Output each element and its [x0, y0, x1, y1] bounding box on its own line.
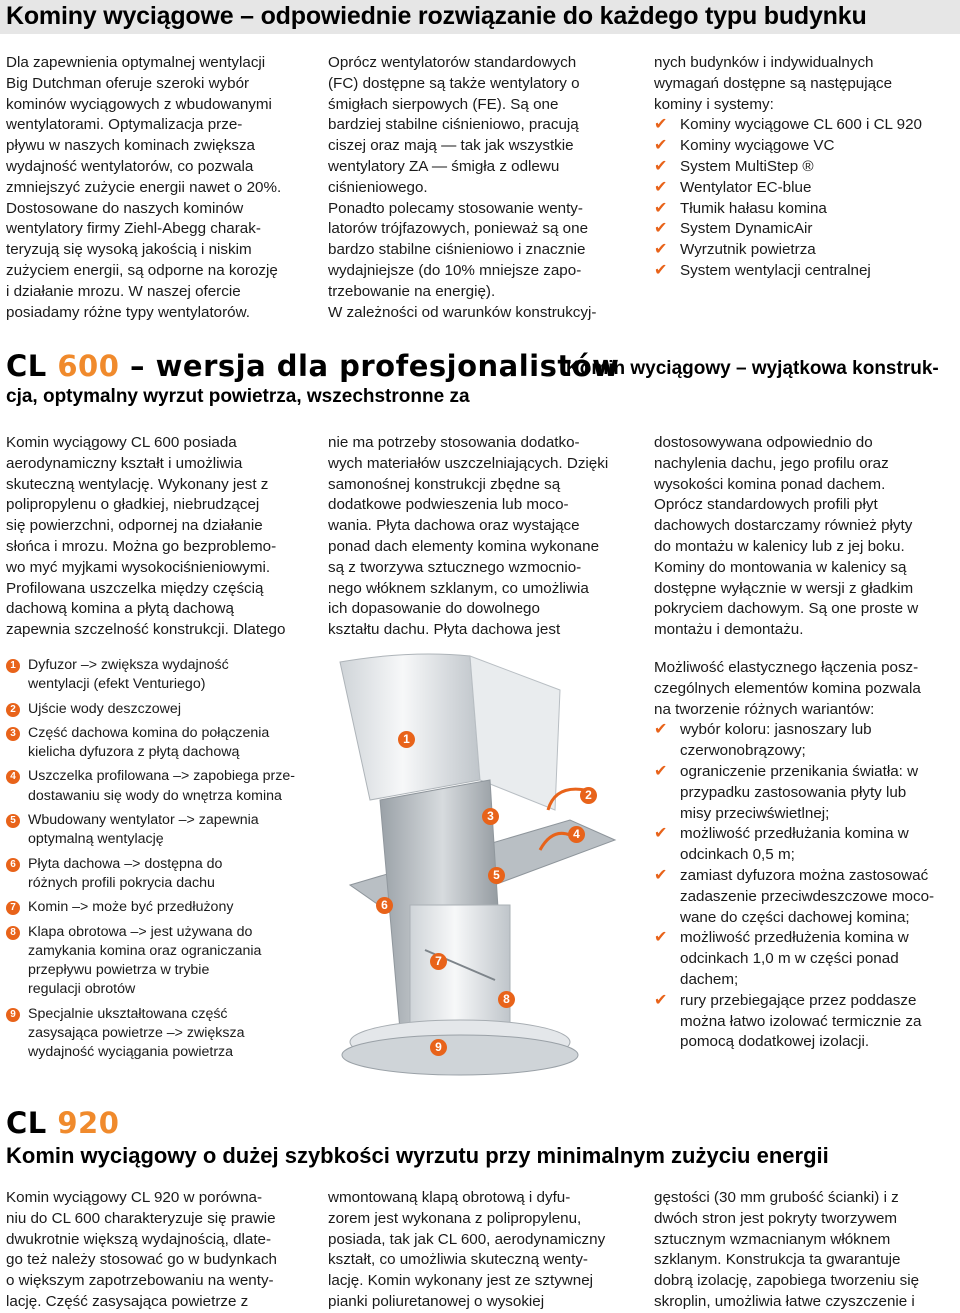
cl600-options — [654, 658, 954, 1053]
intro-text-line: posiadamy różne typy wentylatorów. — [6, 303, 250, 321]
cl920-text-line: posiada, tak jak CL 600, aerodynamiczny — [328, 1230, 606, 1248]
legend-text-line: przepływu powietrza w trybie — [28, 962, 210, 979]
callout-9: 9 — [430, 1039, 447, 1056]
option-text-line: wane do części dachowej komina; — [680, 908, 910, 926]
diffuser — [340, 654, 480, 800]
option-text-line: ✔ możliwość przedłużania komina w — [680, 825, 909, 843]
legend-text-line: kielicha dyfuzora z płytą dachową — [28, 744, 240, 761]
legend-item — [6, 656, 316, 695]
legend-item — [6, 1005, 316, 1063]
option-text-line: przypadku zastosowania płyty lub — [680, 783, 907, 801]
options-list — [654, 720, 954, 1053]
cl600-text-line: dachową komina a płytą dachową — [6, 600, 234, 618]
callout-2: 2 — [580, 787, 597, 804]
legend-text-line: różnych profili pokrycia dachu — [28, 874, 215, 891]
intro-text-line: Oprócz wentylatorów standardowych — [328, 54, 577, 71]
legend-number-badge: 3 — [6, 727, 20, 741]
options-intro-line: Możliwość elastycznego łączenia posz- — [654, 659, 919, 676]
cl600-text-line: samonośnej konstrukcji zbędne są — [328, 475, 561, 493]
callout-4: 4 — [568, 826, 585, 843]
cl600-text-line: dostępne wyłącznie w wersji z gładkim — [654, 579, 914, 597]
option-text-line: odcinkach 0,5 m; — [680, 846, 795, 864]
cl600-text-line: Oprócz standardowych profili płyt — [654, 496, 878, 514]
cl920-heading-prefix: CL — [6, 1106, 47, 1140]
cl920-text-line: lację. Komin wykonany jest ze sztywnej — [328, 1272, 594, 1290]
options-intro-line: na tworzenie różnych wariantów: — [654, 700, 875, 718]
legend-item — [6, 811, 316, 850]
system-list-item: ✔ System DynamicAir — [654, 219, 954, 240]
systems-list — [654, 115, 954, 281]
cl600-text-line: ich dopasowanie do dowolnego — [328, 600, 540, 618]
legend-item — [6, 923, 316, 1000]
legend-number-badge: 2 — [6, 703, 20, 717]
cl920-text-line: dwóch stron jest pokryty tworzywem — [654, 1209, 898, 1227]
intro-col-3 — [654, 53, 954, 282]
component-legend — [6, 656, 316, 1068]
cl600-heading-prefix: CL — [6, 349, 47, 383]
cl920-text-line: Komin wyciągowy CL 920 w porówna- — [6, 1189, 263, 1206]
cl920-text-line: skroplin, umożliwia łatwe czyszczenie i — [654, 1292, 915, 1310]
intro-col-1 — [6, 53, 311, 323]
option-list-item — [654, 824, 954, 866]
cl920-text-line: gęstości (30 mm grubość ścianki) i z — [654, 1189, 899, 1206]
cl920-col-3 — [654, 1188, 954, 1313]
legend-text-line: Ujście wody deszczowej — [28, 700, 181, 717]
cl920-heading — [6, 1106, 119, 1140]
cl600-text-line: są z tworzywa sztucznego wzmocnio- — [328, 558, 582, 576]
option-text-line: można łatwo izolować termicznie za — [680, 1012, 922, 1030]
cl600-text-line: dodatkowe podwieszenia lub moco- — [328, 496, 569, 514]
cl920-text-line: szklanym. Konstrukcja ta gwarantuje — [654, 1251, 901, 1269]
legend-text-line: Część dachowa komina do połączenia — [28, 724, 270, 741]
intro-text-line: Dla zapewnienia optymalnej wentylacji — [6, 54, 266, 71]
legend-text-line: Komin –> może być przedłużony — [28, 899, 234, 916]
legend-text-line: wydajność wyciągania powietrza — [28, 1044, 234, 1061]
cl600-col-3 — [654, 433, 954, 641]
inlet-bottom — [342, 1035, 578, 1075]
cl920-text-line: go też należy stosować go w budynkach — [6, 1251, 278, 1269]
cl600-text-line: dostosowywana odpowiednio do — [654, 434, 873, 451]
cl920-subheading: Komin wyciągowy o dużej szybkości wyrzutu przy minimalnym zużyciu energii — [6, 1143, 829, 1168]
legend-item — [6, 767, 316, 806]
callout-1: 1 — [398, 731, 415, 748]
cl920-heading-number: 920 — [57, 1106, 120, 1140]
cl600-col-2 — [328, 433, 633, 641]
legend-text-line: Specjalnie ukształtowana część — [28, 1005, 228, 1022]
option-text-line: zadaszenie przeciwdeszczowe moco- — [680, 887, 935, 905]
legend-text-line: Klapa obrotowa –> jest używana do — [28, 923, 253, 940]
cl920-text-line: dwukrotnie większą wydajnością, dlate- — [6, 1230, 272, 1248]
intro-text-line: kominów wyciągowych z wbudowanymi — [6, 95, 272, 113]
cl600-col-1 — [6, 433, 311, 641]
legend-item — [6, 855, 316, 894]
cl600-subheading-line2: cja, optymalny wyrzut powietrza, wszechstronne za — [6, 386, 470, 407]
cl600-text-line: dachowych dostarczamy również płyty — [654, 517, 913, 535]
option-list-item — [654, 928, 954, 990]
intro-text-line: ciszej oraz mają — tak jak wszystkie — [328, 137, 574, 155]
intro-text-line: trzebowanie na energię). — [328, 282, 496, 300]
cl600-text-line: wania. Płyta dachowa oraz wystające — [328, 517, 580, 535]
cl920-col-2 — [328, 1188, 633, 1313]
option-list-item — [654, 866, 954, 928]
intro-col-2 — [328, 53, 633, 323]
intro-text-line: bardzo stabilne ciśnieniowo i znacznie — [328, 241, 586, 259]
callout-7: 7 — [430, 953, 447, 970]
cl600-text-line: Komin wyciągowy CL 600 posiada — [6, 434, 237, 451]
cl920-text-line: pianki poliuretanowej o wysokiej — [328, 1292, 545, 1310]
page-title: Kominy wyciągowe – odpowiednie rozwiązanie do każdego typu budynku — [6, 2, 867, 30]
cl600-text-line: nie ma potrzeby stosowania dodatko- — [328, 434, 580, 451]
legend-item — [6, 700, 316, 719]
intro-text-line: W zależności od warunków konstrukcyj- — [328, 303, 597, 321]
cl920-text-line: wmontowaną klapą obrotową i dyfu- — [328, 1189, 571, 1206]
legend-text-line: Płyta dachowa –> dostępna do — [28, 855, 223, 872]
legend-item — [6, 898, 316, 917]
option-text-line: ✔ wybór koloru: jasnoszary lub — [680, 721, 872, 739]
cl600-text-line: zapewnia szczelność konstrukcji. Dlatego — [6, 621, 286, 639]
cl600-text-line: Kominy do montowania w kalenicy są — [654, 558, 907, 576]
option-text-line: odcinkach 1,0 m w części ponad — [680, 950, 899, 968]
legend-text-line: regulacji obrotów — [28, 981, 136, 998]
system-list-item: ✔ System MultiStep ® — [654, 157, 954, 178]
legend-number-badge: 5 — [6, 814, 20, 828]
chimney-illustration — [330, 650, 630, 1090]
cl920-text-line: sztucznym wzmacnianym włóknem — [654, 1230, 891, 1248]
intro-text-line: wentylatorami. Optymalizacja prze- — [6, 116, 243, 134]
callout-5: 5 — [488, 867, 505, 884]
cl600-text-line: się powierzchni, odpornej na działanie — [6, 517, 263, 535]
system-list-item: ✔ Wyrzutnik powietrza — [654, 240, 954, 261]
legend-number-badge: 8 — [6, 926, 20, 940]
cl600-text-line: nachylenia dachu, jego profilu oraz — [654, 454, 889, 472]
cl600-text-line: montażu i demontażu. — [654, 621, 804, 639]
intro-text-line: Ponadto polecamy stosowanie wenty- — [328, 199, 583, 217]
system-list-item: ✔ Kominy wyciągowe VC — [654, 136, 954, 157]
cl600-text-line: skuteczną wentylację. Wykonany jest z — [6, 475, 269, 493]
option-text-line: ✔ możliwość przedłużenia komina w — [680, 929, 909, 947]
callout-8: 8 — [498, 991, 515, 1008]
cl600-text-line: nego włóknem szklanym, co umożliwia — [328, 579, 589, 597]
chimney-body — [410, 905, 510, 1035]
intro-text-line: (FC) dostępne są także wentylatory o — [328, 74, 580, 92]
cl920-text-line: lację. Część zasysająca powietrze z — [6, 1292, 249, 1310]
option-list-item — [654, 720, 954, 762]
cl920-text-line: o większym zapotrzebowaniu na wenty- — [6, 1272, 274, 1290]
intro-text-line: zmniejszyć zużycie energii nawet o 20%. — [6, 178, 282, 196]
option-text-line: czerwonobrązowy; — [680, 742, 806, 760]
cl600-text-line: Profilowana uszczelka między częścią — [6, 579, 264, 597]
option-list-item — [654, 991, 954, 1053]
option-list-item — [654, 762, 954, 824]
legend-text-line: zasysająca powietrze –> zwiększa — [28, 1025, 245, 1042]
legend-number-badge: 9 — [6, 1008, 20, 1022]
cl600-subheading-line1: Komin wyciągowy – wyjątkowa konstruk- — [566, 358, 939, 379]
cl600-text-line: polipropylenu o gładkiej, niebrudzącej — [6, 496, 260, 514]
intro-text-line: wentylatory firmy Ziehl-Abegg charak- — [6, 220, 261, 238]
options-intro-line: czególnych elementów komina pozwala — [654, 679, 921, 697]
cl920-text-line: zorem jest wykonana z polipropylenu, — [328, 1209, 582, 1227]
cl600-text-line: ponad dach elementy komina wykonane — [328, 537, 600, 555]
cl600-text-line: pokryciem dachowym. Są one proste w — [654, 600, 919, 618]
intro-text-line: latorów trójfazowych, ponieważ są one — [328, 220, 589, 238]
callout-6: 6 — [376, 897, 393, 914]
legend-text-line: Uszczelka profilowana –> zapobiega prze- — [28, 768, 295, 785]
system-list-item: ✔ System wentylacji centralnej — [654, 261, 954, 282]
option-text-line: ✔ rury przebiegające przez poddasze — [680, 991, 917, 1009]
cl600-text-line: do montażu w kalenicy lub z jej boku. — [654, 537, 905, 555]
intro-text-line: nych budynków i indywidualnych — [654, 54, 874, 71]
legend-text-line: Wbudowany wentylator –> zapewnia — [28, 812, 259, 829]
legend-number-badge: 6 — [6, 858, 20, 872]
intro-text-line: kominy i systemy: — [654, 95, 774, 113]
callout-3: 3 — [482, 808, 499, 825]
option-text-line: dachem; — [680, 970, 739, 988]
system-list-item: ✔ Tłumik hałasu komina — [654, 199, 954, 220]
legend-text-line: wentylacji (efekt Venturiego) — [28, 676, 206, 693]
legend-text-line: optymalną wentylację — [28, 831, 164, 848]
option-text-line: pomocą dodatkowej izolacji. — [680, 1033, 870, 1051]
option-text-line: ✔ ograniczenie przenikania światła: w — [680, 762, 919, 780]
cl920-text-line: niu do CL 600 charakteryzuje się prawie — [6, 1209, 276, 1227]
cl600-heading-suffix: – wersja dla profesjonalistów — [130, 349, 620, 383]
intro-text-line: Dostosowane do naszych kominów — [6, 199, 244, 217]
intro-text-line: zużyciem energii, są odporne na korozję — [6, 261, 278, 279]
cl600-heading-number: 600 — [57, 349, 120, 383]
system-list-item: ✔ Kominy wyciągowe CL 600 i CL 920 — [654, 115, 954, 136]
system-list-item: ✔ Wentylator EC-blue — [654, 178, 954, 199]
intro-text-line: wydajność wentylatorów, co pozwala — [6, 157, 254, 175]
intro-text-line: i działanie mrozu. W naszej ofercie — [6, 282, 241, 300]
intro-text-line: Big Dutchman oferuje szeroki wybór — [6, 74, 250, 92]
option-text-line: ✔ zamiast dyfuzora można zastosować — [680, 866, 929, 884]
intro-text-line: teryzują się wysoką jakością i niskim — [6, 241, 252, 259]
cl600-text-line: aerodynamiczny kształt i umożliwia — [6, 454, 243, 472]
cl600-heading — [6, 349, 619, 383]
intro-text-line: bardziej stabilne ciśnieniowo, pracują — [328, 116, 579, 134]
legend-text-line: zamykania komina oraz ograniczania — [28, 942, 262, 959]
cl600-text-line: słońca i mrozu. Można go bezproblemo- — [6, 537, 277, 555]
cl600-text-line: kształtu dachu. Płyta dachowa jest — [328, 621, 561, 639]
legend-number-badge: 1 — [6, 659, 20, 673]
cl600-text-line: wo myć myjkami wysokociśnieniowymi. — [6, 558, 271, 576]
intro-text-line: ciśnieniowego. — [328, 178, 428, 196]
intro-text-line: wentylatory ZA — śmigła z odlewu — [328, 157, 560, 175]
intro-text-line: wydajniejsze (do 10% mniejsze zapo- — [328, 261, 582, 279]
cl600-text-line: wysokości komina ponad dachem. — [654, 475, 886, 493]
legend-number-badge: 4 — [6, 770, 20, 784]
legend-text-line: dostawaniu się wody do wnętrza komina — [28, 787, 282, 804]
intro-text-line: pływu w naszych kominach zwiększa — [6, 137, 255, 155]
cl920-text-line: kształt, co umożliwia skuteczną wenty- — [328, 1251, 588, 1269]
legend-number-badge: 7 — [6, 901, 20, 915]
legend-item — [6, 724, 316, 763]
option-text-line: misy przeciwświetlnej; — [680, 804, 830, 822]
cl920-text-line: dobrą izolację, zapobiega tworzeniu się — [654, 1272, 920, 1290]
legend-text-line: Dyfuzor –> zwiększa wydajność — [28, 657, 229, 673]
cl600-text-line: wych materiałów uszczelniających. Dzięki — [328, 454, 609, 472]
intro-text-line: śmigłach sierpowych (FE). Są one — [328, 95, 559, 113]
cl920-col-1 — [6, 1188, 311, 1313]
intro-text-line: wymagań dostępne są następujące — [654, 74, 893, 92]
